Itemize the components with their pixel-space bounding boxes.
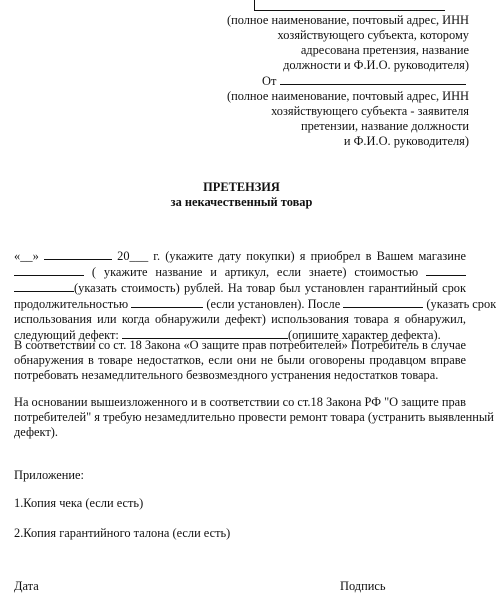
attachment-item-2: 2.Копия гарантийного талона (если есть) [14,526,231,540]
purchase-line-4 [14,296,496,312]
attachments-label: Приложение: [14,468,84,482]
purchase-text-4b: (если установлен). После [206,297,341,311]
from-label: От [262,74,277,88]
paragraph-purchase [14,248,496,343]
purchase-text-1: 20___ г. (укажите дату покупки) я приобрел в Вашем магазине [117,249,466,263]
sender-block: (полное наименование, почтовый адрес, ИНН хозяйствующего субъекта - заявителя претензии, название должности и Ф.И.О. руководителя) [226,89,469,148]
demand-line-3: дефект). [14,425,58,439]
product-blank [14,264,84,276]
price-blank-b [14,280,74,292]
purchase-line-2 [14,264,466,280]
document-subtitle: за некачественный товар [170,195,313,209]
signature-label: Подпись [340,579,386,593]
from-blank [280,73,466,85]
document-title: ПРЕТЕНЗИЯ [203,180,280,194]
law-line-3: потребовать незамедлительного безвозмездного устранения недостатков товара. [14,368,439,382]
purchase-line-1 [14,248,466,264]
paragraph-law [14,338,466,383]
demand-line-2: потребителей" я требую незамедлительно провести ремонт товара (устранить выявленный [14,410,494,424]
purchase-text-3: (указать стоимость) рублей. На товар был установлен гарантийный срок [74,281,466,295]
usage-blank [343,296,423,308]
purchase-line-3 [14,280,466,296]
addressee-blank-line [254,0,445,11]
from-line [262,73,470,89]
addressee-block: (полное наименование, почтовый адрес, ИНН хозяйствующего субъекта, которому адресована претензия, название должности и Ф.И.О. руководителя) [226,13,469,72]
purchase-text-6a: следующий дефект: [14,328,119,342]
attachment-item-1: 1.Копия чека (если есть) [14,496,144,510]
demand-line-1: На основании вышеизложенного и в соответствии со ст.18 Закона РФ "О защите прав [14,395,466,409]
purchase-text-6b: (опишите характер дефекта). [287,328,441,342]
purchase-line-5: использования или когда обнаружили дефект) использования товара я обнаружил, [14,312,466,326]
purchase-text-2: ( укажите название и артикул, если знаете) стоимостью [91,265,419,279]
law-line-1: В соответствии со ст. 18 Закона «О защите прав потребителей» Потребитель в случае [14,338,467,352]
paragraph-demand [14,395,494,440]
date-label: Дата [14,579,39,593]
date-day-blank: «__» [14,249,39,263]
purchase-text-4c: (указать срок [426,297,496,311]
purchase-text-4a: продолжительностью [14,297,129,311]
price-blank-a [426,264,466,276]
warranty-blank [131,296,203,308]
date-month-blank [44,248,112,260]
law-line-2: обнаружения в товаре недостатков, если они не были оговорены продавцом вправе [14,353,466,367]
